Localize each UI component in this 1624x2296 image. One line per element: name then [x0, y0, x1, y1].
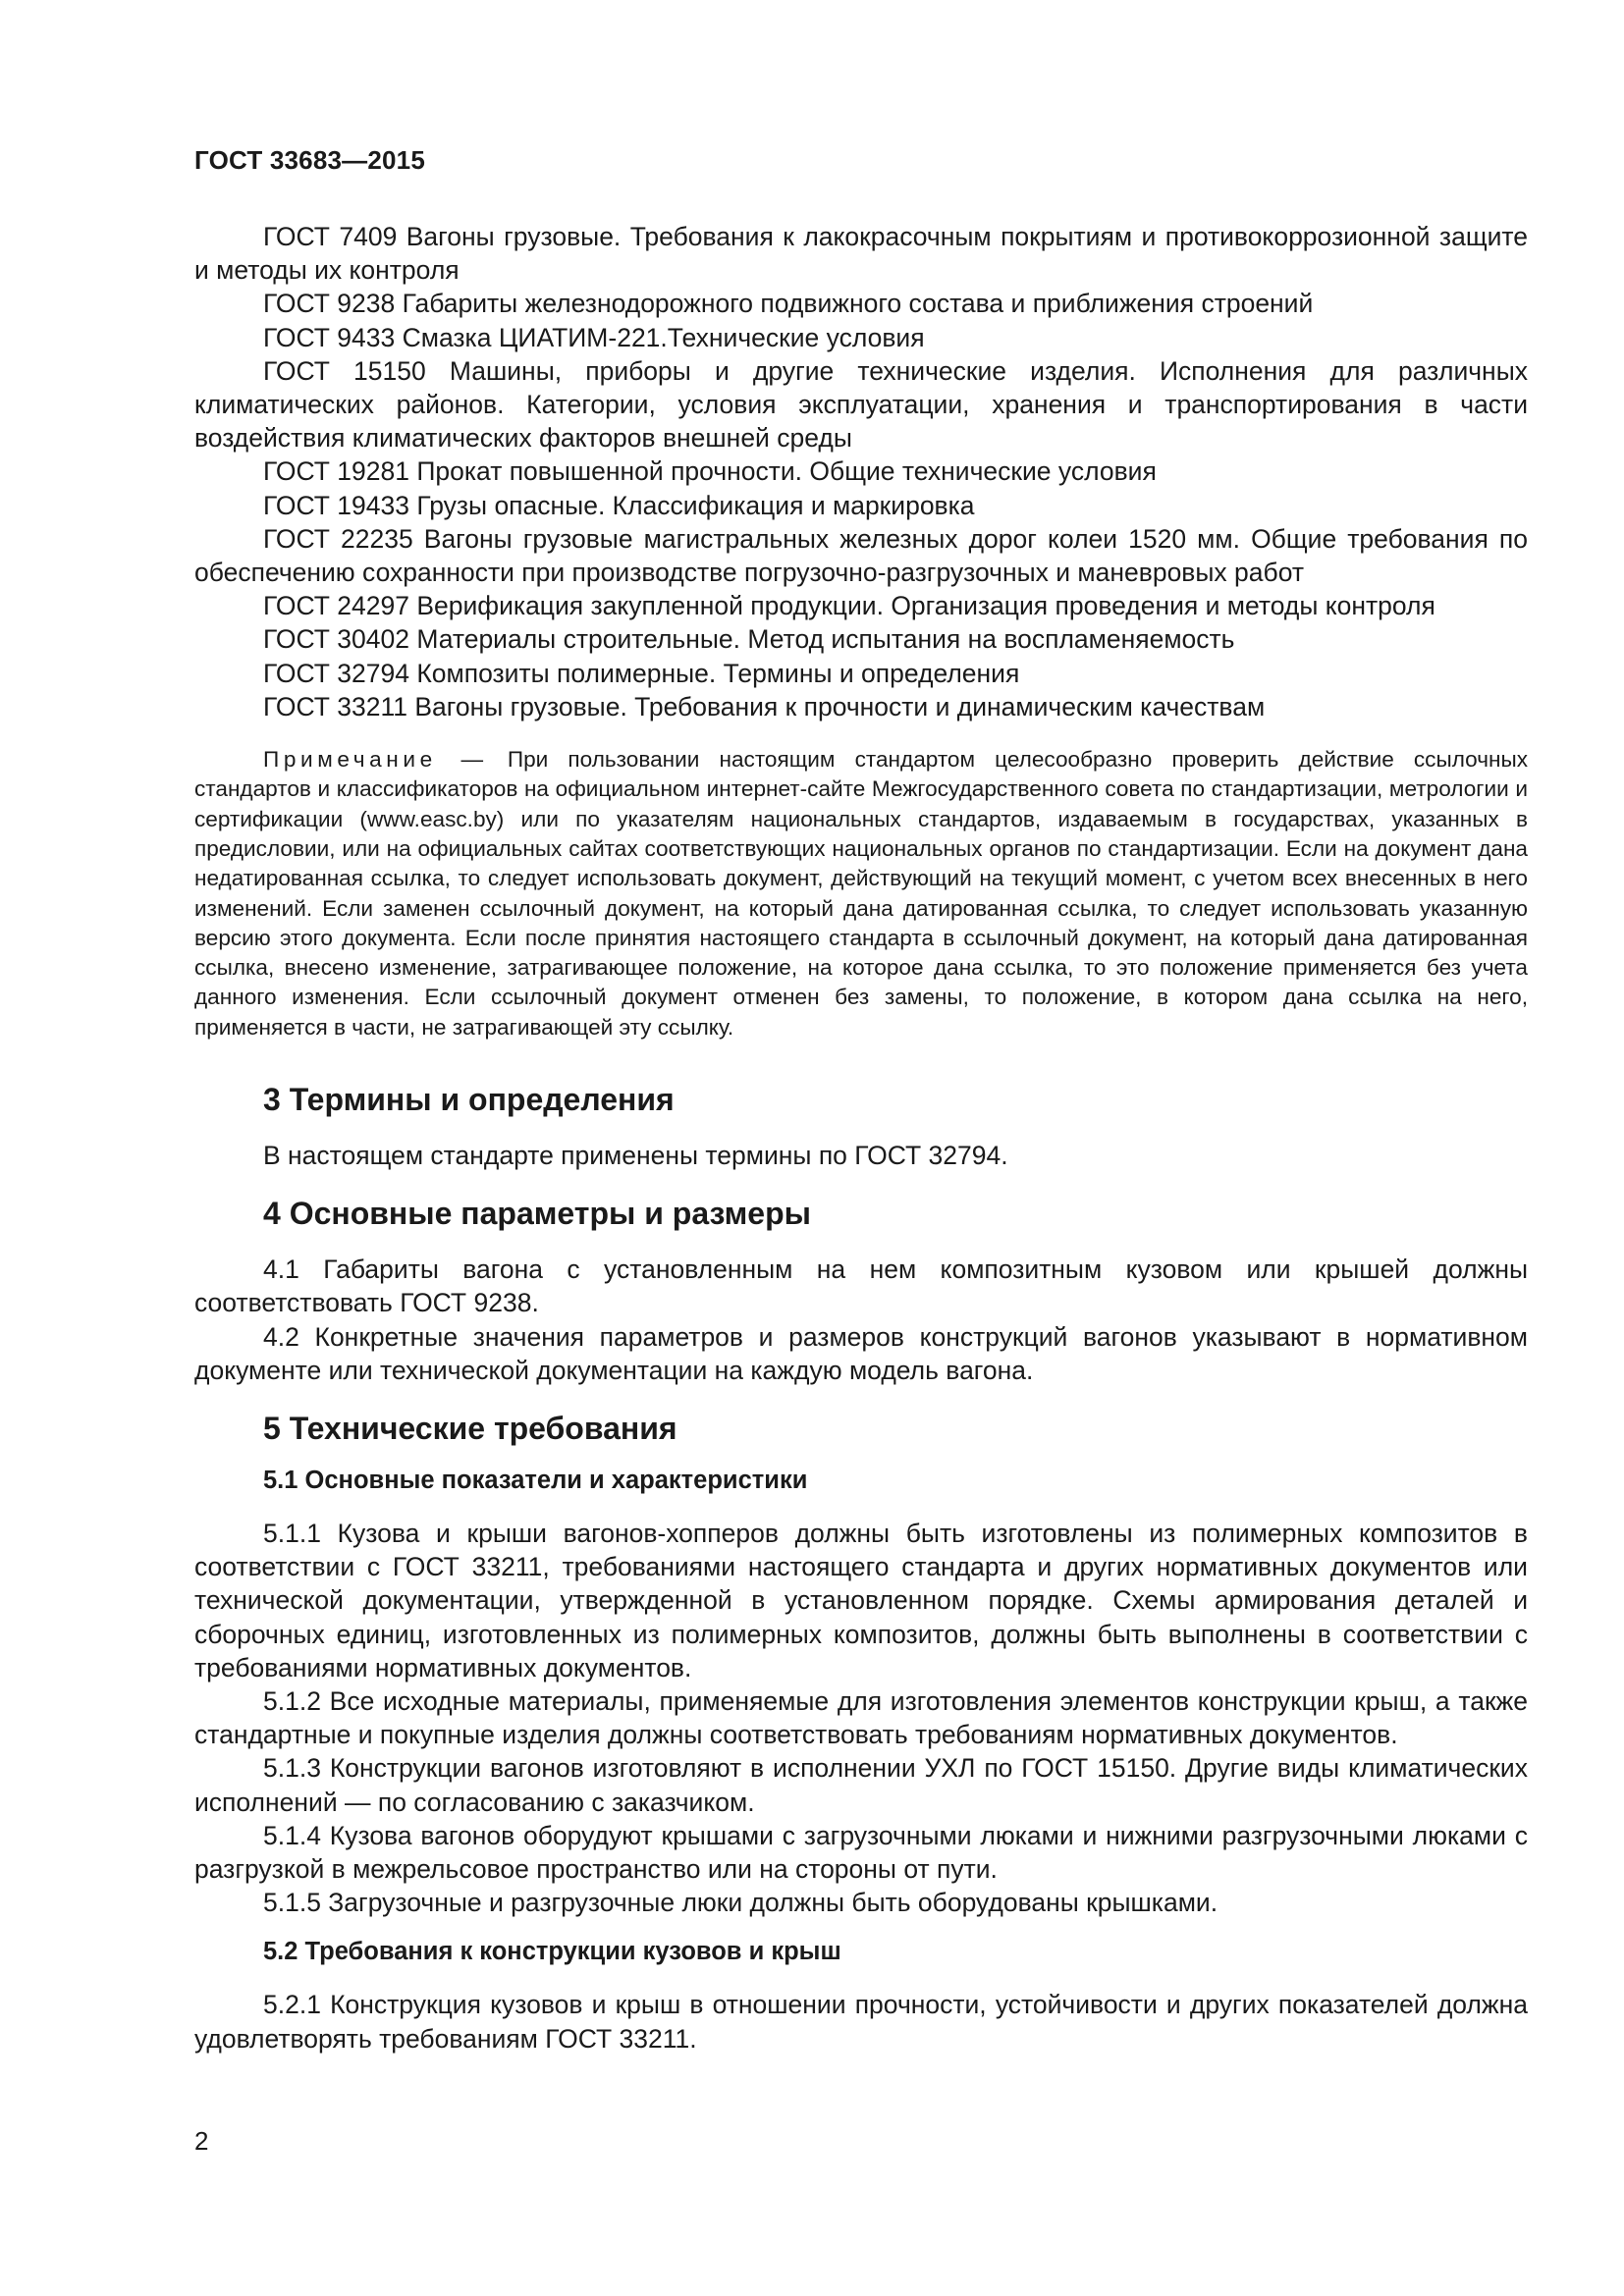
section-3-text: В настоящем стандарте применены термины по ГОСТ 32794. — [263, 1141, 1008, 1171]
reference-item: ГОСТ 30402 Материалы строительные. Метод испытания на воспламеняемость — [263, 624, 1235, 655]
reference-item: ГОСТ 9238 Габариты железнодорожного подвижного состава и приближения строений — [263, 289, 1314, 319]
reference-item: ГОСТ 33211 Вагоны грузовые. Требования к прочности и динамическим качествам — [263, 691, 1266, 721]
section-4-heading: 4 Основные параметры и размеры — [263, 1196, 811, 1232]
paragraph-5-1-5: 5.1.5 Загрузочные и разгрузочные люки должны быть оборудованы крышками. — [263, 1888, 1218, 1918]
reference-item: ГОСТ 9433 Смазка ЦИАТИМ-221.Технические условия — [263, 322, 925, 352]
note-label: Примечание — — [263, 747, 488, 773]
section-5-heading: 5 Технические требования — [263, 1411, 677, 1447]
paragraph-5-1-1: 5.1.1 Кузова и крыши вагонов-хопперов должны быть изготовлены из полимерных композитов в соответствии с ГОСТ 33211, требованиями настоящего стандарта и других нормативных документов или технической документации, утвержденной в установленном порядке. Схемы армирования деталей и сборочных единиц, изготовленных из полимерных композитов, должны быть выполнены в соответствии с требованиями нормативных документов. — [194, 1519, 1528, 1682]
document-header: ГОСТ 33683—2015 — [194, 145, 425, 175]
reference-item: ГОСТ 15150 Машины, приборы и другие технические изделия. Исполнения для различных климатических районов. Категории, условия эксплуатации, хранения и транспортирования в части воздействия климатических факторов внешней среды — [194, 355, 1528, 454]
subsection-5-1-heading: 5.1 Основные показатели и характеристики — [263, 1467, 808, 1495]
paragraph-5-1-3: 5.1.3 Конструкции вагонов изготовляют в исполнении УХЛ по ГОСТ 15150. Другие виды климатических исполнений — по согласованию с заказчиком. — [194, 1753, 1528, 1817]
content-body — [194, 220, 1528, 2056]
normative-references-list — [194, 220, 1528, 723]
reference-item: ГОСТ 24297 Верификация закупленной продукции. Организация проведения и методы контроля — [263, 591, 1435, 621]
section-3-heading: 3 Термины и определения — [263, 1082, 675, 1118]
paragraph-5-1-4: 5.1.4 Кузова вагонов оборудуют крышами с загрузочными люками и нижними разгрузочными люками с разгрузкой в межрельсовое пространство или на стороны от пути. — [194, 1820, 1528, 1885]
subsection-5-2-heading: 5.2 Требования к конструкции кузовов и крыш — [263, 1938, 841, 1966]
reference-item: ГОСТ 7409 Вагоны грузовые. Требования к лакокрасочным покрытиям и противокоррозионной защите и методы их контроля — [194, 222, 1528, 286]
reference-item: ГОСТ 19281 Прокат повышенной прочности. Общие технические условия — [263, 456, 1157, 487]
paragraph-4-1: 4.1 Габариты вагона с установленным на нем композитным кузовом или крышей должны соответствовать ГОСТ 9238. — [194, 1255, 1528, 1318]
note-paragraph — [194, 745, 1528, 1042]
paragraph-5-1-2: 5.1.2 Все исходные материалы, применяемые для изготовления элементов конструкции крыш, а также стандартные и покупные изделия должны соответствовать требованиям нормативных документов. — [194, 1686, 1528, 1750]
reference-item: ГОСТ 19433 Грузы опасные. Классификация и маркировка — [263, 490, 975, 520]
paragraph-5-2-1: 5.2.1 Конструкция кузовов и крыш в отношении прочности, устойчивости и других показателей должна удовлетворять требованиям ГОСТ 33211. — [194, 1990, 1528, 2054]
note-text: При пользовании настоящим стандартом целесообразно проверить действие ссылочных стандартов и классификаторов на официальном интернет-сайте Межгосударственного совета по стандартизации, метрологии и сертификации (www.easc.by) или по указателям национальных стандартов, издаваемым в государствах, указанных в предисловии, или на официальных сайтах соответствующих национальных органов по стандартизации. Если на документ дана недатированная ссылка, то следует использовать документ, действующий на текущий момент, с учетом всех внесенных в него изменений. Если заменен ссылочный документ, на который дана датированная ссылка, то следует использовать указанную версию этого документа. Если после принятия настоящего стандарта в ссылочный документ, на который дана датированная ссылка, внесено изменение, затрагивающее положение, на которое дана ссылка, то это положение применяется без учета данного изменения. Если ссылочный документ отменен без замены, то положение, в котором дана ссылка на него, применяется в части, не затрагивающей эту ссылку. — [194, 747, 1529, 1040]
reference-item: ГОСТ 32794 Композиты полимерные. Термины и определения — [263, 658, 1020, 688]
page-number: 2 — [194, 2126, 209, 2156]
reference-item: ГОСТ 22235 Вагоны грузовые магистральных железных дорог колеи 1520 мм. Общие требования по обеспечению сохранности при производстве погрузочно-разгрузочных и маневровых работ — [194, 523, 1528, 588]
paragraph-4-2: 4.2 Конкретные значения параметров и размеров конструкций вагонов указывают в нормативном документе или технической документации на каждую модель вагона. — [194, 1321, 1528, 1385]
